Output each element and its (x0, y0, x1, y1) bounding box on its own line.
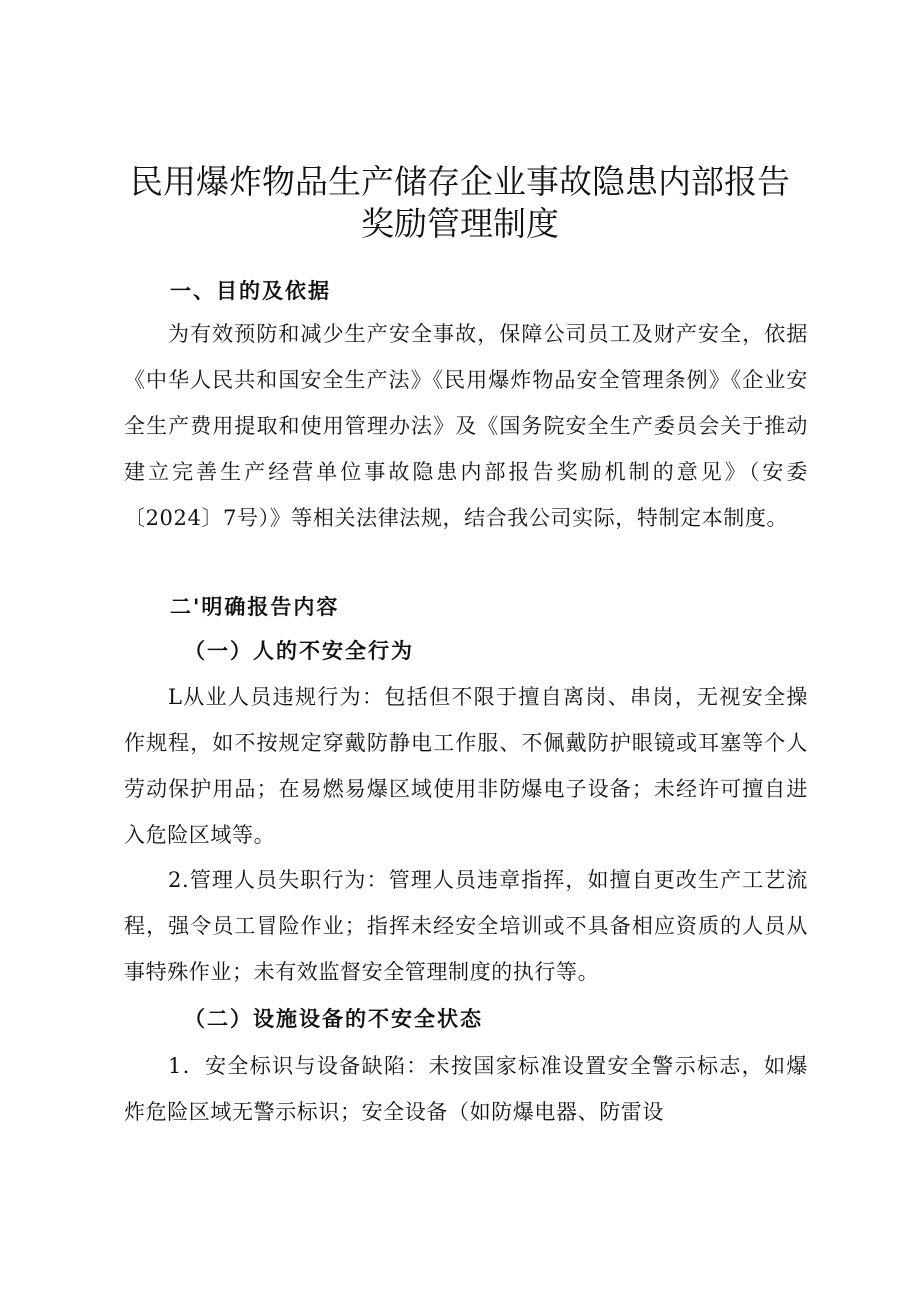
section-heading-report-content: 二'明确报告内容 (170, 595, 340, 619)
section-heading-purpose: 一、目的及依据 (170, 279, 331, 303)
document-title-line-1: 民用爆炸物品生产储存企业事故隐患内部报告 (130, 162, 790, 201)
section-paragraph-purpose: 为有效预防和减少生产安全事故，保障公司员工及财产安全，依据《中华人民共和国安全生产法》《民用爆炸物品安全管理条例》《企业安全生产费用提取和使用管理办法》及《国务院安全生产委员会关于推动建立完善生产经营单位事故隐患内部报告奖励机制的意见》（安委〔2024〕7号）》等相关法律法规，结合我公司实际，特制定本制度。 (124, 322, 808, 530)
list-item-safety-signs-defects: 1．安全标识与设备缺陷：未按国家标准设置安全警示标志，如爆炸危险区域无警示标识；安全设备（如防爆电器、防雷设 (124, 1054, 808, 1124)
list-item-manager-negligence: 2.管理人员失职行为：管理人员违章指挥，如擅自更改生产工艺流程，强令员工冒险作业；指挥未经安全培训或不具备相应资质的人员从事特殊作业；未有效监督安全管理制度的执行等。 (124, 868, 808, 984)
subsection-heading-unsafe-behavior: （一）人的不安全行为 (184, 639, 414, 663)
subsection-heading-unsafe-equipment: （二）设施设备的不安全状态 (184, 1007, 483, 1031)
document-title-line-2: 奖励管理制度 (361, 204, 559, 243)
list-item-employee-violations: L从业人员违规行为：包括但不限于擅自离岗、串岗，无视安全操作规程，如不按规定穿戴防静电工作服、不佩戴防护眼镜或耳塞等个人劳动保护用品；在易燃易爆区域使用非防爆电子设备；未经许可擅自进入危险区域等。 (124, 685, 808, 847)
